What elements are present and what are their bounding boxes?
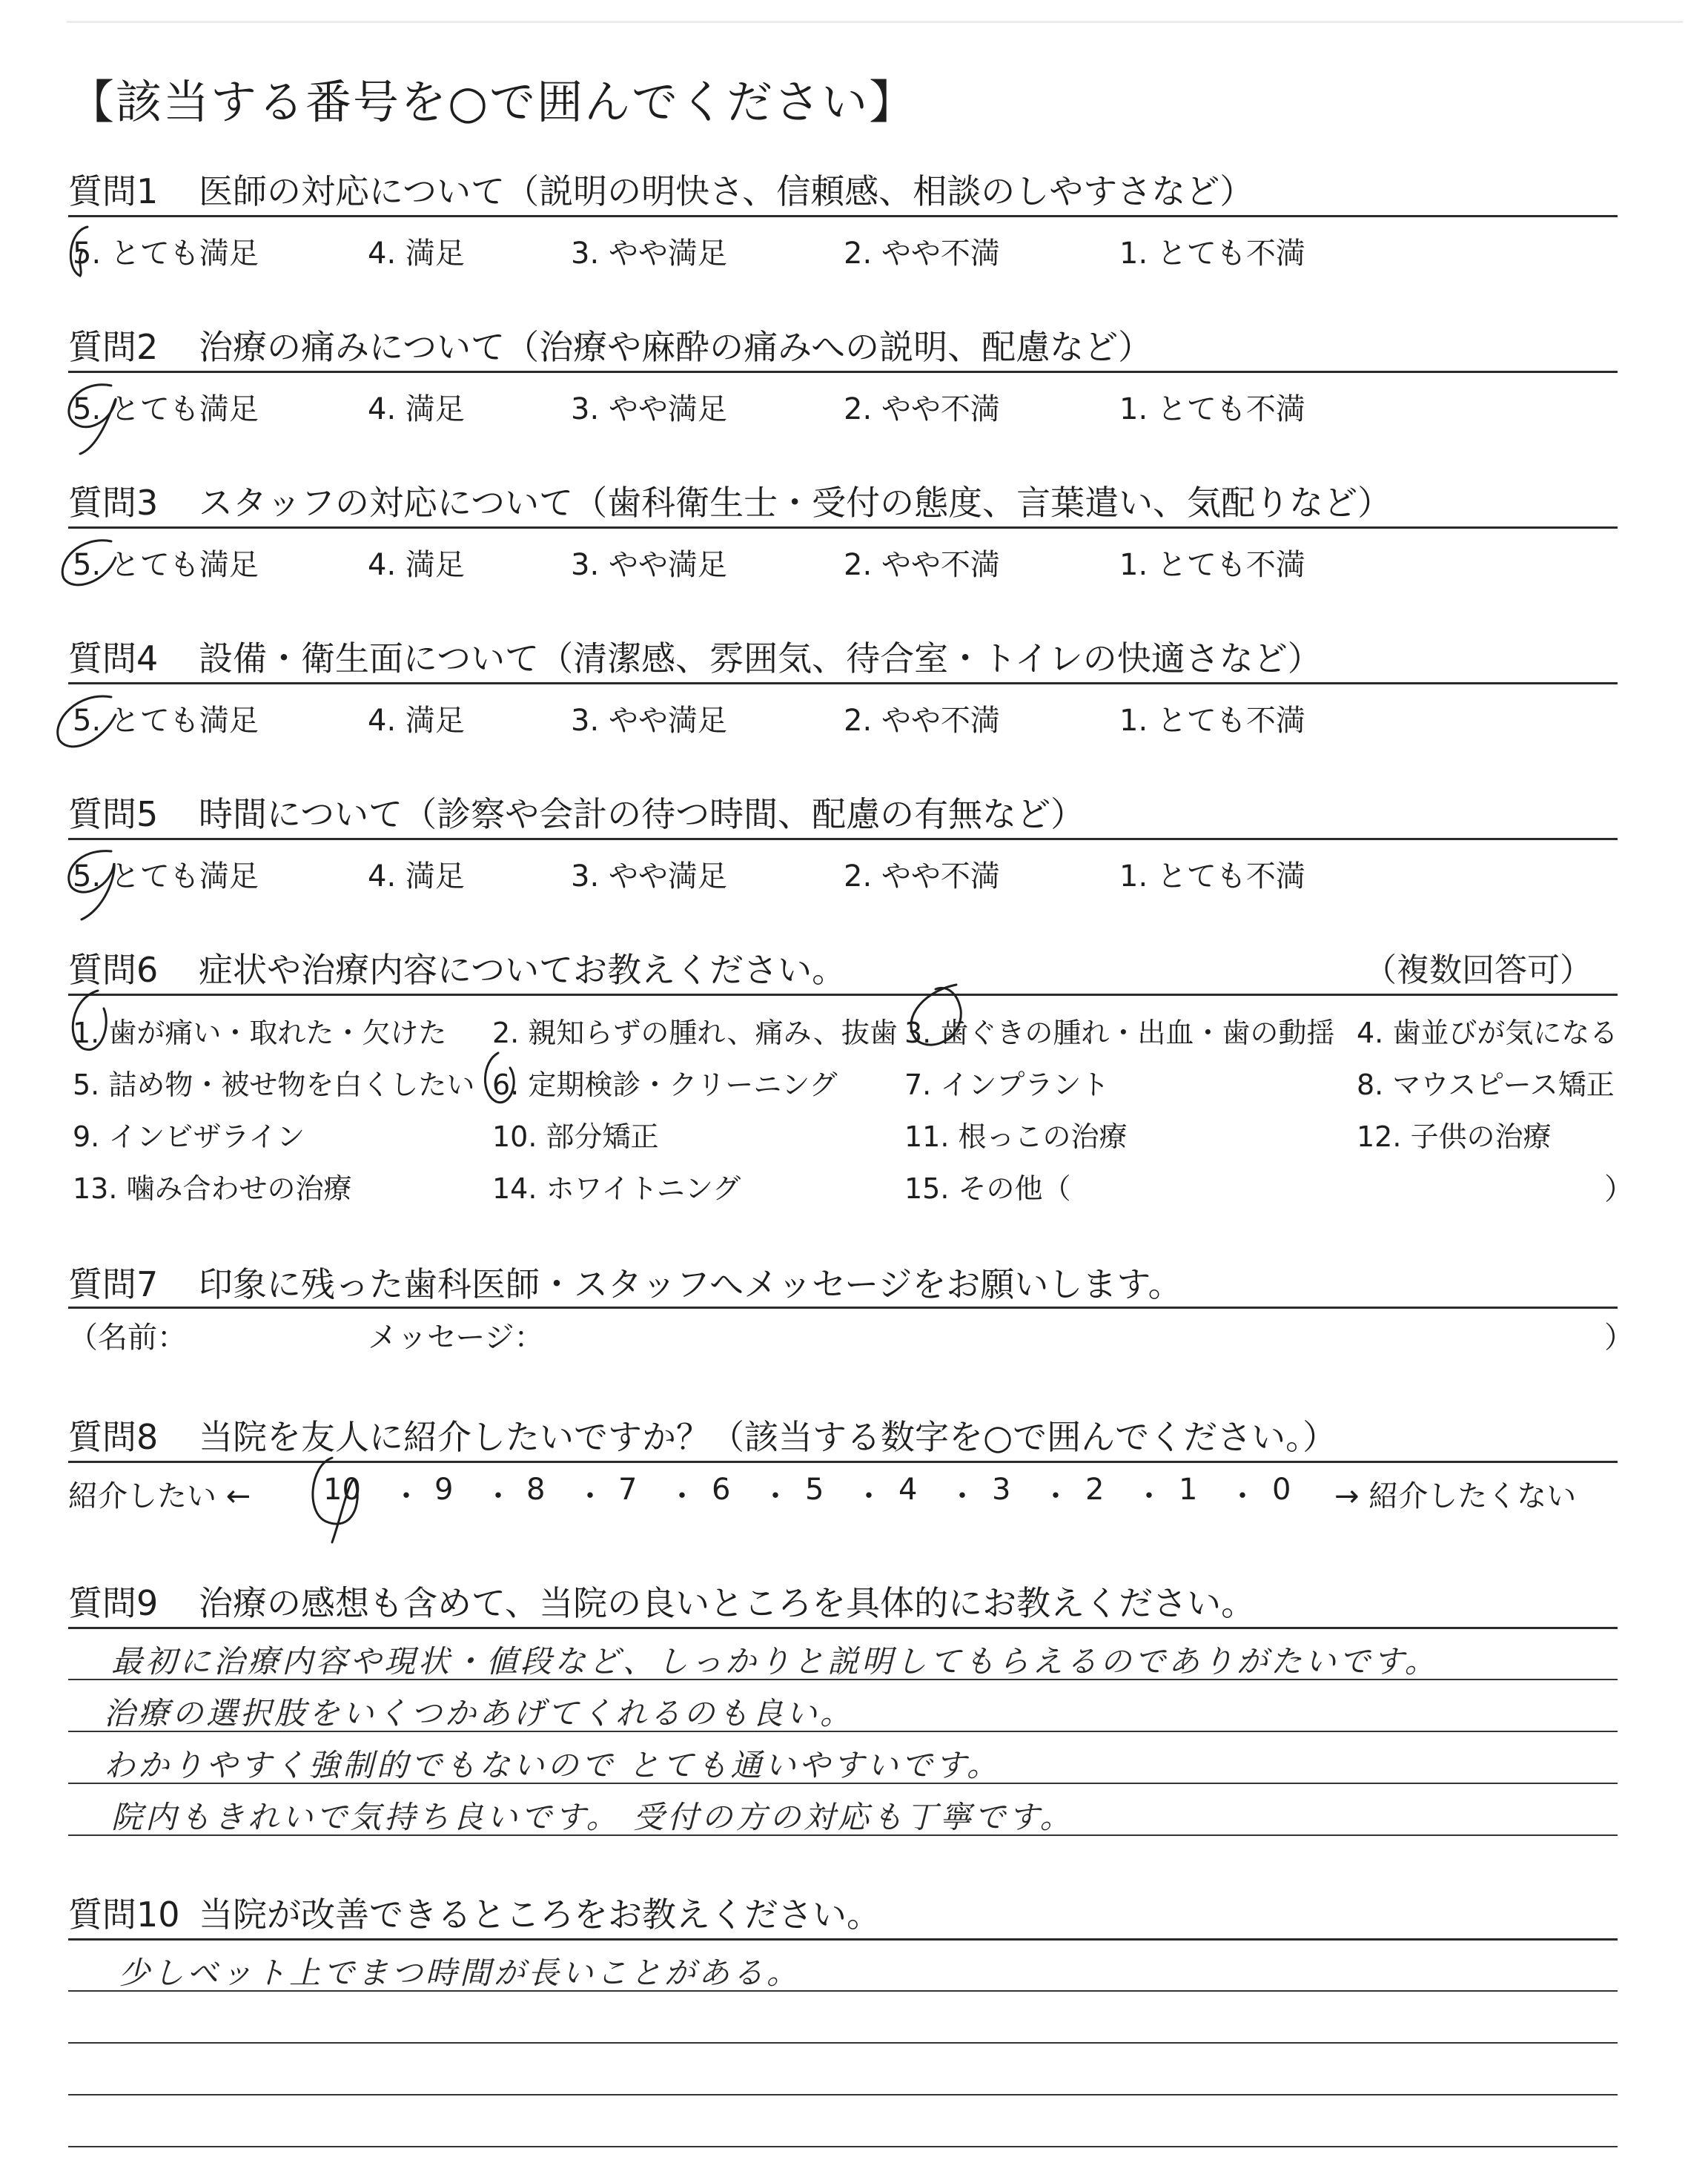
question-1-number: 質問1 bbox=[68, 171, 159, 211]
q5-option-4[interactable]: 4. 満足 bbox=[368, 859, 465, 894]
question-9-text: 治療の感想も含めて、当院の良いところを具体的にお教えください。 bbox=[199, 1583, 1256, 1623]
q8-score-10[interactable]: 10 bbox=[323, 1473, 361, 1507]
q6-other-close-paren: ） bbox=[1604, 1172, 1634, 1206]
q9-handwritten-answer-3: わかりやすく強制的でもないので とても通いやすいです。 bbox=[104, 1747, 1001, 1783]
q6-item-12[interactable]: 12. 子供の治療 bbox=[1357, 1120, 1552, 1153]
question-7-text: 印象に残った歯科医師・スタッフへメッセージをお願いします。 bbox=[199, 1264, 1182, 1304]
q8-dot: ・ bbox=[854, 1479, 884, 1513]
question-7-number: 質問7 bbox=[68, 1264, 159, 1304]
q8-left-label: 紹介したい ← bbox=[68, 1479, 251, 1513]
question-10-number: 質問10 bbox=[68, 1895, 180, 1935]
q10-answer-line bbox=[68, 2094, 1618, 2095]
question-1-text: 医師の対応について（説明の明快さ、信頼感、相談のしやすさなど） bbox=[199, 171, 1254, 211]
q4-option-5[interactable]: 5. とても満足 bbox=[73, 704, 259, 738]
scan-top-edge bbox=[67, 21, 1683, 23]
q6-item-5[interactable]: 5. 詰め物・被せ物を白くしたい bbox=[73, 1069, 475, 1101]
question-5-rule bbox=[68, 838, 1618, 840]
question-4-text: 設備・衛生面について（清潔感、雰囲気、待合室・トイレの快適さなど） bbox=[199, 638, 1322, 678]
q5-option-2[interactable]: 2. やや不満 bbox=[844, 859, 1000, 894]
q8-dot: ・ bbox=[483, 1479, 513, 1513]
q8-dot: ・ bbox=[667, 1479, 697, 1513]
q4-option-3[interactable]: 3. やや満足 bbox=[571, 704, 727, 738]
q6-item-8[interactable]: 8. マウスピース矯正 bbox=[1357, 1069, 1615, 1101]
page-heading: 【該当する番号を○で囲んでください】 bbox=[68, 75, 917, 129]
question-2-rule bbox=[68, 371, 1618, 373]
q8-score-9[interactable]: 9 bbox=[434, 1473, 454, 1507]
q10-answer-line bbox=[68, 2146, 1618, 2147]
question-4-rule bbox=[68, 682, 1618, 684]
q2-option-1[interactable]: 1. とても不満 bbox=[1119, 392, 1305, 426]
q6-item-3[interactable]: 3. 歯ぐきの腫れ・出血・歯の動揺 bbox=[904, 1017, 1335, 1049]
q6-item-2[interactable]: 2. 親知らずの腫れ、痛み、抜歯 bbox=[492, 1017, 898, 1049]
question-3-rule bbox=[68, 526, 1618, 529]
q9-handwritten-answer-4: 院内もきれいで気持ち良いです。 受付の方の対応も丁寧です。 bbox=[111, 1799, 1074, 1835]
q7-close-paren: ） bbox=[1604, 1321, 1634, 1355]
q1-option-5[interactable]: 5. とても満足 bbox=[73, 237, 259, 271]
q6-item-10[interactable]: 10. 部分矯正 bbox=[492, 1120, 659, 1153]
q9-handwritten-answer-1: 最初に治療内容や現状・値段など、しっかりと説明してもらえるのでありがたいです。 bbox=[111, 1643, 1439, 1680]
question-2-number: 質問2 bbox=[68, 327, 159, 367]
q7-name-label: （名前： bbox=[68, 1321, 187, 1355]
q10-answer-line bbox=[68, 2042, 1618, 2044]
q4-option-4[interactable]: 4. 満足 bbox=[368, 704, 465, 738]
q2-option-2[interactable]: 2. やや不満 bbox=[844, 392, 1000, 426]
q8-dot: ・ bbox=[761, 1479, 790, 1513]
q8-dot: ・ bbox=[1228, 1479, 1257, 1513]
q5-option-5[interactable]: 5. とても満足 bbox=[73, 859, 259, 894]
q6-item-6[interactable]: 6. 定期検診・クリーニング bbox=[492, 1069, 838, 1101]
q6-item-11[interactable]: 11. 根っこの治療 bbox=[904, 1120, 1128, 1153]
q5-option-1[interactable]: 1. とても不満 bbox=[1119, 859, 1305, 894]
q6-item-4[interactable]: 4. 歯並びが気になる bbox=[1357, 1017, 1618, 1049]
q8-score-8[interactable]: 8 bbox=[526, 1473, 546, 1507]
question-10-text: 当院が改善できるところをお教えください。 bbox=[199, 1895, 881, 1935]
question-10-title bbox=[68, 1888, 881, 1937]
question-9-title bbox=[68, 1576, 1255, 1625]
question-2-title bbox=[68, 320, 1152, 369]
q4-option-1[interactable]: 1. とても不満 bbox=[1119, 704, 1305, 738]
question-6-number: 質問6 bbox=[68, 950, 159, 990]
q3-option-5[interactable]: 5. とても満足 bbox=[73, 548, 259, 582]
q6-item-1[interactable]: 1. 歯が痛い・取れた・欠けた bbox=[73, 1017, 447, 1049]
q8-score-6[interactable]: 6 bbox=[712, 1473, 731, 1507]
question-6-title bbox=[68, 943, 846, 992]
q6-item-15[interactable]: 15. その他（ bbox=[904, 1172, 1071, 1205]
question-1-rule bbox=[68, 215, 1618, 217]
q8-dot: ・ bbox=[575, 1479, 605, 1513]
question-1-title bbox=[68, 165, 1254, 214]
question-9-number: 質問9 bbox=[68, 1583, 159, 1623]
question-3-number: 質問3 bbox=[68, 483, 159, 523]
q2-option-5[interactable]: 5. とても満足 bbox=[73, 392, 259, 426]
q8-right-label: → 紹介したくない bbox=[1334, 1479, 1577, 1513]
q8-dot: ・ bbox=[1041, 1479, 1070, 1513]
question-8-title bbox=[68, 1410, 1337, 1459]
question-5-text: 時間について（診察や会計の待つ時間、配慮の有無など） bbox=[199, 794, 1085, 834]
q8-score-3[interactable]: 3 bbox=[992, 1473, 1011, 1507]
question-4-title bbox=[68, 632, 1322, 681]
question-8-rule bbox=[68, 1461, 1618, 1463]
question-6-multi-note: （複数回答可） bbox=[1364, 951, 1592, 989]
question-4-number: 質問4 bbox=[68, 638, 159, 678]
q6-item-13[interactable]: 13. 噛み合わせの治療 bbox=[73, 1172, 352, 1205]
question-3-title bbox=[68, 476, 1391, 525]
question-7-rule bbox=[68, 1307, 1618, 1309]
question-8-number: 質問8 bbox=[68, 1417, 159, 1457]
q3-option-1[interactable]: 1. とても不満 bbox=[1119, 548, 1305, 582]
q7-message-label: メッセージ： bbox=[368, 1321, 544, 1355]
q1-option-3[interactable]: 3. やや満足 bbox=[571, 237, 727, 271]
q8-score-4[interactable]: 4 bbox=[898, 1473, 918, 1507]
q8-score-5[interactable]: 5 bbox=[805, 1473, 824, 1507]
question-10-rule bbox=[68, 1938, 1618, 1941]
question-6-text: 症状や治療内容についてお教えください。 bbox=[199, 950, 847, 990]
question-7-title bbox=[68, 1258, 1182, 1307]
q2-option-4[interactable]: 4. 満足 bbox=[368, 392, 465, 426]
q2-option-3[interactable]: 3. やや満足 bbox=[571, 392, 727, 426]
question-3-text: スタッフの対応について（歯科衛生士・受付の態度、言葉遣い、気配りなど） bbox=[199, 483, 1392, 523]
question-9-rule bbox=[68, 1627, 1618, 1629]
q6-item-9[interactable]: 9. インビザライン bbox=[73, 1120, 305, 1153]
question-8-text: 当院を友人に紹介したいですか？（該当する数字を○で囲んでください。） bbox=[199, 1417, 1337, 1457]
q9-handwritten-answer-2: 治療の選択肢をいくつかあげてくれるのも良い。 bbox=[104, 1695, 855, 1731]
q1-option-4[interactable]: 4. 満足 bbox=[368, 237, 465, 271]
q3-option-2[interactable]: 2. やや不満 bbox=[844, 548, 1000, 582]
q8-dot: ・ bbox=[391, 1479, 421, 1513]
q8-score-1[interactable]: 1 bbox=[1179, 1473, 1198, 1507]
q8-dot: ・ bbox=[1134, 1479, 1164, 1513]
q3-option-4[interactable]: 4. 満足 bbox=[368, 548, 465, 582]
q10-handwritten-answer-1: 少しベット上でまつ時間が長いことがある。 bbox=[119, 1955, 801, 1991]
q1-option-1[interactable]: 1. とても不満 bbox=[1119, 237, 1305, 271]
q6-item-14[interactable]: 14. ホワイトニング bbox=[492, 1172, 741, 1205]
q6-item-7[interactable]: 7. インプラント bbox=[904, 1069, 1110, 1101]
question-2-text: 治療の痛みについて（治療や麻酔の痛みへの説明、配慮など） bbox=[199, 327, 1153, 367]
q8-dot: ・ bbox=[947, 1479, 977, 1513]
q4-option-2[interactable]: 2. やや不満 bbox=[844, 704, 1000, 738]
question-5-title bbox=[68, 787, 1085, 836]
q1-option-2[interactable]: 2. やや不満 bbox=[844, 237, 1000, 271]
q3-option-3[interactable]: 3. やや満足 bbox=[571, 548, 727, 582]
question-5-number: 質問5 bbox=[68, 794, 159, 834]
q5-option-3[interactable]: 3. やや満足 bbox=[571, 859, 727, 894]
q8-score-0[interactable]: 0 bbox=[1272, 1473, 1291, 1507]
question-6-rule bbox=[68, 994, 1618, 996]
q8-score-7[interactable]: 7 bbox=[618, 1473, 638, 1507]
q8-score-2[interactable]: 2 bbox=[1085, 1473, 1105, 1507]
